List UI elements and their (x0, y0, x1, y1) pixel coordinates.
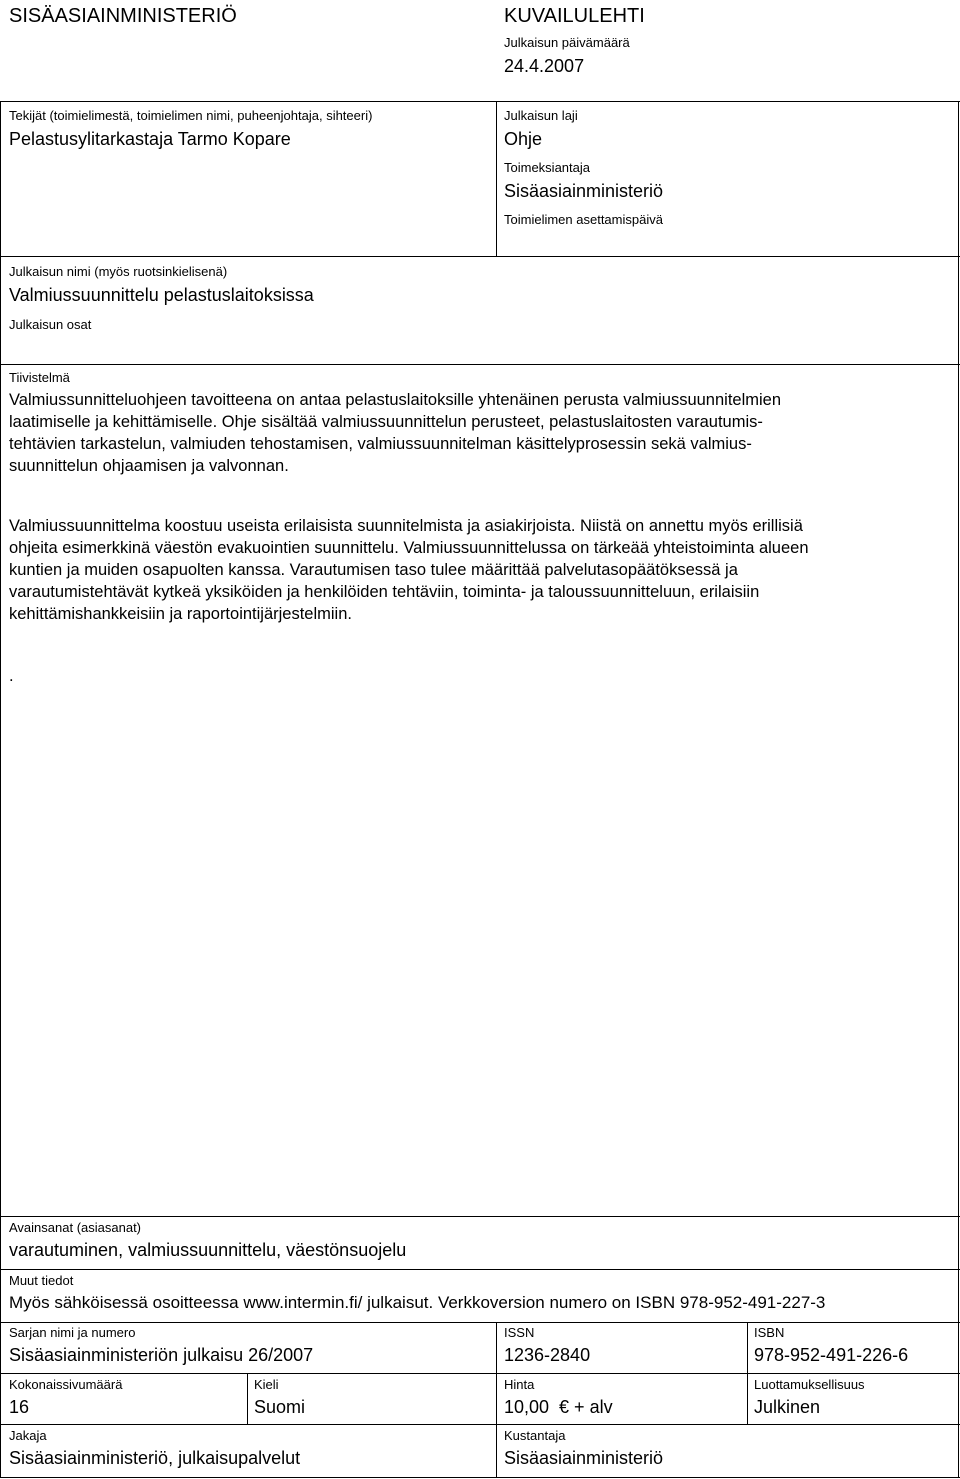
confidentiality-label: Luottamuksellisuus (754, 1377, 865, 1392)
other-info-section-border (0, 1269, 960, 1270)
publication-parts-label: Julkaisun osat (9, 317, 92, 332)
publisher-label: Kustantaja (504, 1428, 566, 1443)
abstract-line: kehittämishankkeisiin ja raportointijärjestelmiin. (9, 605, 352, 623)
form-bottom-border (0, 1477, 960, 1478)
other-info-value: Myös sähköisessä osoitteessa www.intermin.fi/ julkaisut. Verkkoversion numero on ISBN 978-952-491-227-3 (9, 1293, 826, 1312)
abstract-label: Tiivistelmä (9, 370, 70, 385)
form-top-border (0, 101, 960, 102)
distributor-row-border (0, 1424, 960, 1425)
isbn-label: ISBN (754, 1325, 785, 1340)
form-right-border (958, 101, 959, 1478)
abstract-line: kuntien ja muiden osapuolten kanssa. Varautumisen taso tulee määrittää palvelutasopäätöksessä ja (9, 561, 738, 579)
publication-type-value: Ohje (504, 129, 543, 149)
publication-date: 24.4.2007 (504, 56, 585, 76)
authors-value: Pelastusylitarkastaja Tarmo Kopare (9, 129, 291, 149)
commissioner-label: Toimeksiantaja (504, 160, 590, 175)
column-divider-language (247, 1373, 248, 1424)
column-divider-issn (496, 1322, 497, 1478)
publisher-value: Sisäasiainministeriö (504, 1448, 664, 1468)
page-count-label: Kokonaissivumäärä (9, 1377, 123, 1392)
series-row-border (0, 1322, 960, 1323)
issn-label: ISSN (504, 1325, 535, 1340)
series-value: Sisäasiainministeriön julkaisu 26/2007 (9, 1345, 314, 1365)
column-divider-isbn (747, 1322, 748, 1424)
language-label: Kieli (254, 1377, 279, 1392)
abstract-line: laatimiselle ja kehittämiselle. Ohje sisältää valmiussuunnittelun perusteet, pelastuslaitosten varautumis- (9, 413, 763, 431)
publication-title-label: Julkaisun nimi (myös ruotsinkielisenä) (9, 264, 228, 279)
abstract-line: suunnittelun ohjaamisen ja valvonnan. (9, 457, 289, 475)
language-value: Suomi (254, 1397, 306, 1417)
keywords-section-border (0, 1216, 960, 1217)
publication-title-value: Valmiussuunnittelu pelastuslaitoksissa (9, 285, 314, 305)
ministry-name: SISÄASIAINMINISTERIÖ (9, 5, 237, 27)
abstract-line: tehtävien tarkastelun, valmiuden tehostamisen, valmiussuunnitelman käsittelyprosessin sekä valmius- (9, 435, 752, 453)
pages-row-border (0, 1373, 960, 1374)
issn-value: 1236-2840 (504, 1345, 591, 1365)
abstract-line: Valmiussuunnittelma koostuu useista erilaisista suunnitelmista ja asiakirjoista. Niistä on annettu myös erillisiä (9, 517, 803, 535)
form-left-border (0, 101, 1, 1478)
confidentiality-value: Julkinen (754, 1397, 821, 1417)
publication-date-label: Julkaisun päivämäärä (504, 35, 630, 50)
other-info-label: Muut tiedot (9, 1273, 74, 1288)
abstract-line: varautumistehtävät kytkeä yksiköiden ja henkilöiden tehtäviin, toiminta- ja taloussuunnitteluun, erilaisiin (9, 583, 760, 601)
commissioner-value: Sisäasiainministeriö (504, 181, 664, 201)
distributor-value: Sisäasiainministeriö, julkaisupalvelut (9, 1448, 301, 1468)
keywords-label: Avainsanat (asiasanat) (9, 1220, 142, 1235)
keywords-value: varautuminen, valmiussuunnittelu, väestönsuojelu (9, 1240, 407, 1260)
abstract-paragraph-1 (9, 389, 939, 477)
series-label: Sarjan nimi ja numero (9, 1325, 136, 1340)
price-label: Hinta (504, 1377, 535, 1392)
distributor-label: Jakaja (9, 1428, 47, 1443)
abstract-line: ohjeita esimerkkinä väestön evakuointien suunnittelu. Valmiussuunnittelussa on tärkeää yhteistoiminta alueen (9, 539, 809, 557)
abstract-line: Valmiussunnitteluohjeen tavoitteena on antaa pelastuslaitoksille yhtenäinen perusta valmiussuunnitelmien (9, 391, 782, 409)
price-value: 10,00 € + alv (504, 1397, 613, 1417)
body-established-date-label: Toimielimen asettamispäivä (504, 212, 663, 227)
isbn-value: 978-952-491-226-6 (754, 1345, 909, 1365)
document-type: KUVAILULEHTI (504, 5, 645, 27)
top-column-divider (496, 101, 497, 257)
title-section-border (0, 256, 960, 257)
abstract-paragraph-2 (9, 515, 939, 625)
abstract-section-border (0, 364, 960, 365)
abstract-trailing-dot: . (9, 667, 14, 685)
page-count-value: 16 (9, 1397, 30, 1417)
authors-label: Tekijät (toimielimestä, toimielimen nimi, puheenjohtaja, sihteeri) (9, 108, 373, 123)
publication-type-label: Julkaisun laji (504, 108, 578, 123)
